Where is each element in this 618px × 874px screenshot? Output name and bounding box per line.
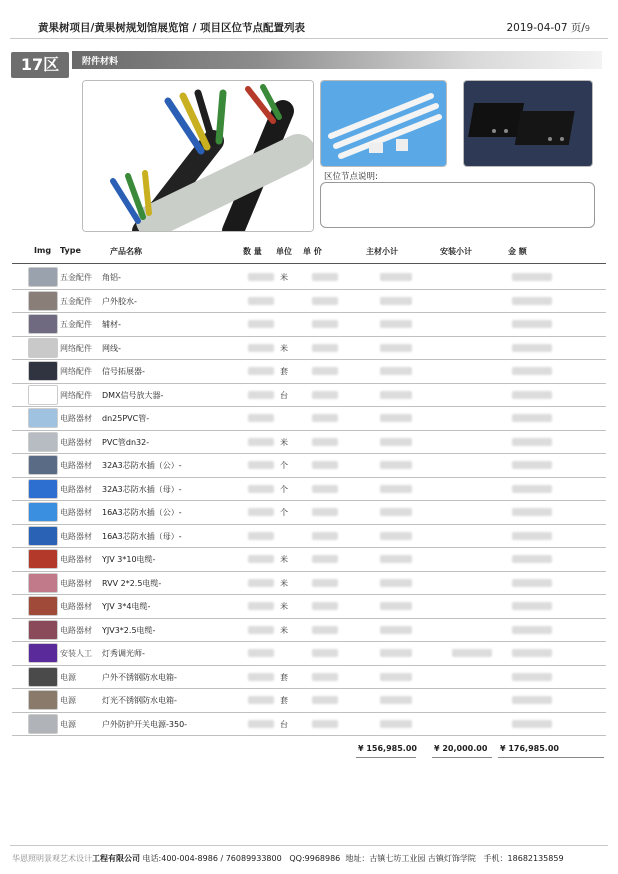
redacted-value	[312, 344, 338, 352]
redacted-value	[380, 579, 412, 587]
redacted-value	[380, 602, 412, 610]
row-type: 电路器材	[60, 625, 92, 635]
row-unit: 米	[280, 625, 288, 635]
product-thumbnail	[28, 455, 58, 475]
row-unit: 套	[280, 696, 288, 705]
table-row	[12, 712, 606, 737]
table-row	[12, 524, 606, 549]
table-row	[12, 641, 606, 666]
footer-brand: 华恩照明景观艺术设计	[12, 854, 92, 863]
redacted-value	[512, 344, 552, 352]
table-row	[12, 336, 606, 361]
row-type: 电路器材	[60, 578, 92, 588]
redacted-value	[512, 532, 552, 540]
row-product-name: 角铝-	[102, 273, 121, 282]
row-product-name: 辅材-	[102, 320, 121, 329]
redacted-value	[248, 367, 274, 375]
redacted-value	[248, 555, 274, 563]
redacted-value	[380, 320, 412, 328]
row-unit: 米	[280, 602, 288, 611]
row-product-name: RVV 2*2.5电缆-	[102, 578, 162, 588]
table-row	[12, 453, 606, 478]
col-amount: 金 额	[508, 247, 527, 256]
row-type: 电路器材	[60, 414, 92, 423]
footer-phone2: / 76089933800	[220, 854, 282, 863]
col-qty: 数 量	[243, 247, 262, 256]
row-unit: 米	[280, 273, 288, 282]
row-unit: 台	[280, 390, 288, 400]
redacted-value	[312, 602, 338, 610]
redacted-value	[312, 367, 338, 375]
redacted-value	[248, 344, 274, 352]
product-thumbnail	[28, 291, 58, 311]
redacted-value	[512, 320, 552, 328]
redacted-value	[248, 532, 274, 540]
row-type: 安装人工	[60, 649, 92, 658]
footer-divider	[10, 845, 608, 846]
row-type: 电路器材	[60, 508, 92, 517]
product-thumbnail	[28, 526, 58, 546]
row-unit: 米	[280, 555, 288, 564]
redacted-value	[312, 626, 338, 634]
row-unit: 米	[280, 578, 288, 588]
col-main-subtotal: 主材小计	[366, 247, 398, 256]
row-type: 电路器材	[60, 531, 92, 541]
table-row	[12, 618, 606, 643]
row-product-name: 32A3芯防水插（母）-	[102, 484, 182, 494]
product-thumbnail	[28, 549, 58, 569]
table-row	[12, 477, 606, 502]
redacted-value	[452, 649, 492, 657]
redacted-value	[248, 320, 274, 328]
signal-device-photo	[463, 80, 593, 167]
product-thumbnail	[28, 690, 58, 710]
footer-company: 工程有限公司	[92, 854, 140, 863]
redacted-value	[512, 297, 552, 305]
table-row	[12, 359, 606, 384]
redacted-value	[512, 602, 552, 610]
row-product-name: PVC管dn32-	[102, 437, 150, 447]
product-thumbnail	[28, 432, 58, 452]
redacted-value	[312, 297, 338, 305]
redacted-value	[248, 673, 274, 681]
row-product-name: dn25PVC管-	[102, 414, 150, 423]
table-row	[12, 430, 606, 455]
row-product-name: 户外不锈钢防水电箱-	[102, 672, 177, 682]
redacted-value	[512, 367, 552, 375]
redacted-value	[380, 649, 412, 657]
redacted-value	[248, 602, 274, 610]
redacted-value	[248, 485, 274, 493]
row-unit: 米	[280, 437, 288, 447]
redacted-value	[512, 391, 552, 399]
device-illustration	[464, 81, 592, 166]
redacted-value	[512, 579, 552, 587]
redacted-value	[512, 273, 552, 281]
redacted-value	[248, 579, 274, 587]
pvc-pipe-photo	[320, 80, 447, 167]
note-label: 区位节点说明:	[324, 172, 378, 182]
redacted-value	[312, 461, 338, 469]
redacted-value	[248, 461, 274, 469]
redacted-value	[248, 414, 274, 422]
row-type: 网络配件	[60, 390, 92, 400]
table-row	[12, 571, 606, 596]
row-product-name: 户外胶水-	[102, 296, 137, 306]
redacted-value	[312, 391, 338, 399]
row-unit: 个	[280, 484, 288, 494]
redacted-value	[512, 461, 552, 469]
row-product-name: YJV3*2.5电缆-	[102, 625, 156, 635]
redacted-value	[512, 485, 552, 493]
product-thumbnail	[28, 267, 58, 287]
redacted-value	[248, 649, 274, 657]
redacted-value	[380, 391, 412, 399]
row-type: 网络配件	[60, 367, 92, 376]
footer-phone: 电话:400-004-8986	[142, 854, 218, 863]
cable-illustration	[83, 81, 313, 231]
table-row	[12, 688, 606, 713]
redacted-value	[512, 649, 552, 657]
redacted-value	[312, 696, 338, 704]
page-number: 9	[584, 24, 590, 33]
row-unit: 米	[280, 343, 288, 353]
col-install-subtotal: 安装小计	[440, 247, 472, 256]
row-product-name: 灯光不锈钢防水电箱-	[102, 696, 177, 705]
redacted-value	[380, 273, 412, 281]
table-row	[12, 665, 606, 690]
row-unit: 个	[280, 508, 288, 517]
redacted-value	[380, 508, 412, 516]
redacted-value	[248, 720, 274, 728]
product-thumbnail	[28, 714, 58, 734]
header-divider	[10, 38, 608, 39]
product-thumbnail	[28, 408, 58, 428]
redacted-value	[512, 438, 552, 446]
table-row	[12, 383, 606, 408]
redacted-value	[312, 508, 338, 516]
table-row	[12, 312, 606, 337]
redacted-value	[380, 414, 412, 422]
zone-label: 17区	[11, 52, 69, 78]
redacted-value	[512, 414, 552, 422]
redacted-value	[380, 696, 412, 704]
redacted-value	[248, 391, 274, 399]
redacted-value	[312, 579, 338, 587]
row-type: 五金配件	[60, 273, 92, 282]
redacted-value	[312, 555, 338, 563]
table-row	[12, 406, 606, 431]
redacted-value	[380, 344, 412, 352]
row-product-name: YJV 3*10电缆-	[102, 555, 156, 564]
redacted-value	[380, 626, 412, 634]
row-product-name: YJV 3*4电缆-	[102, 602, 151, 611]
product-thumbnail	[28, 620, 58, 640]
row-product-name: 网线-	[102, 343, 121, 353]
product-thumbnail	[28, 314, 58, 334]
redacted-value	[312, 673, 338, 681]
row-product-name: 户外防护开关电源-350-	[102, 719, 188, 729]
total-install-rule	[432, 757, 492, 758]
redacted-value	[248, 438, 274, 446]
row-type: 电路器材	[60, 602, 92, 611]
col-unit: 单位	[276, 247, 292, 256]
table-row	[12, 289, 606, 314]
section-label: 附件材料	[82, 57, 119, 67]
redacted-value	[380, 485, 412, 493]
section-bar	[72, 51, 602, 69]
redacted-value	[380, 367, 412, 375]
row-product-name: 灯秀调光师-	[102, 649, 145, 658]
redacted-value	[248, 273, 274, 281]
redacted-value	[312, 320, 338, 328]
redacted-value	[380, 532, 412, 540]
row-type: 电路器材	[60, 555, 92, 564]
table-row	[12, 265, 606, 290]
product-thumbnail	[28, 573, 58, 593]
product-thumbnail	[28, 596, 58, 616]
note-box	[320, 182, 595, 228]
redacted-value	[312, 273, 338, 281]
redacted-value	[312, 414, 338, 422]
total-main-rule	[356, 757, 416, 758]
redacted-value	[312, 649, 338, 657]
total-amount-rule	[498, 757, 604, 758]
footer-address: 地址：古镇七坊工业园 古镇灯饰学院	[345, 854, 476, 863]
page-title: 黄果树项目/黄果树规划馆展览馆 / 项目区位节点配置列表	[38, 22, 305, 34]
date-text: 2019-04-07 页/	[506, 22, 585, 34]
redacted-value	[312, 485, 338, 493]
product-thumbnail	[28, 643, 58, 663]
row-type: 电源	[60, 696, 76, 705]
row-product-name: DMX信号放大器-	[102, 390, 164, 400]
row-type: 网络配件	[60, 343, 92, 353]
table-row	[12, 500, 606, 525]
redacted-value	[380, 297, 412, 305]
row-unit: 套	[280, 367, 288, 376]
footer-mobile: 手机：18682135859	[483, 854, 564, 863]
redacted-value	[248, 626, 274, 634]
col-price: 单 价	[303, 247, 322, 256]
redacted-value	[312, 438, 338, 446]
redacted-value	[512, 626, 552, 634]
product-thumbnail	[28, 361, 58, 381]
redacted-value	[512, 720, 552, 728]
redacted-value	[380, 438, 412, 446]
redacted-value	[512, 673, 552, 681]
col-type: Type	[60, 246, 81, 255]
redacted-value	[380, 555, 412, 563]
row-product-name: 32A3芯防水插（公）-	[102, 461, 182, 470]
product-thumbnail	[28, 502, 58, 522]
redacted-value	[380, 720, 412, 728]
redacted-value	[312, 720, 338, 728]
product-thumbnail	[28, 479, 58, 499]
row-type: 五金配件	[60, 296, 92, 306]
pvc-illustration	[321, 81, 446, 166]
redacted-value	[512, 508, 552, 516]
redacted-value	[248, 696, 274, 704]
row-type: 电路器材	[60, 484, 92, 494]
redacted-value	[312, 532, 338, 540]
table-row	[12, 594, 606, 619]
redacted-value	[512, 696, 552, 704]
row-product-name: 16A3芯防水插（公）-	[102, 508, 182, 517]
table-header-rule	[12, 263, 606, 264]
table-row	[12, 547, 606, 572]
row-unit: 台	[280, 719, 288, 729]
row-unit: 个	[280, 461, 288, 470]
redacted-value	[380, 673, 412, 681]
date-page	[507, 20, 591, 35]
product-thumbnail	[28, 385, 58, 405]
redacted-value	[512, 555, 552, 563]
col-name: 产品名称	[110, 247, 142, 256]
row-product-name: 16A3芯防水插（母）-	[102, 531, 182, 541]
total-amount: ¥ 176,985.00	[500, 744, 559, 753]
row-type: 电路器材	[60, 461, 92, 470]
product-thumbnail	[28, 667, 58, 687]
total-main: ¥ 156,985.00	[358, 744, 417, 753]
product-thumbnail	[28, 338, 58, 358]
row-product-name: 信号拓展器-	[102, 367, 145, 376]
col-img: Img	[34, 246, 52, 255]
redacted-value	[248, 297, 274, 305]
total-install: ¥ 20,000.00	[434, 744, 488, 753]
redacted-value	[248, 508, 274, 516]
footer	[12, 853, 564, 864]
row-unit: 套	[280, 672, 288, 682]
row-type: 电源	[60, 719, 76, 729]
cable-photo	[82, 80, 314, 232]
redacted-value	[380, 461, 412, 469]
row-type: 电路器材	[60, 437, 92, 447]
row-type: 五金配件	[60, 320, 92, 329]
row-type: 电源	[60, 672, 76, 682]
footer-qq: QQ:9968986	[289, 854, 341, 863]
